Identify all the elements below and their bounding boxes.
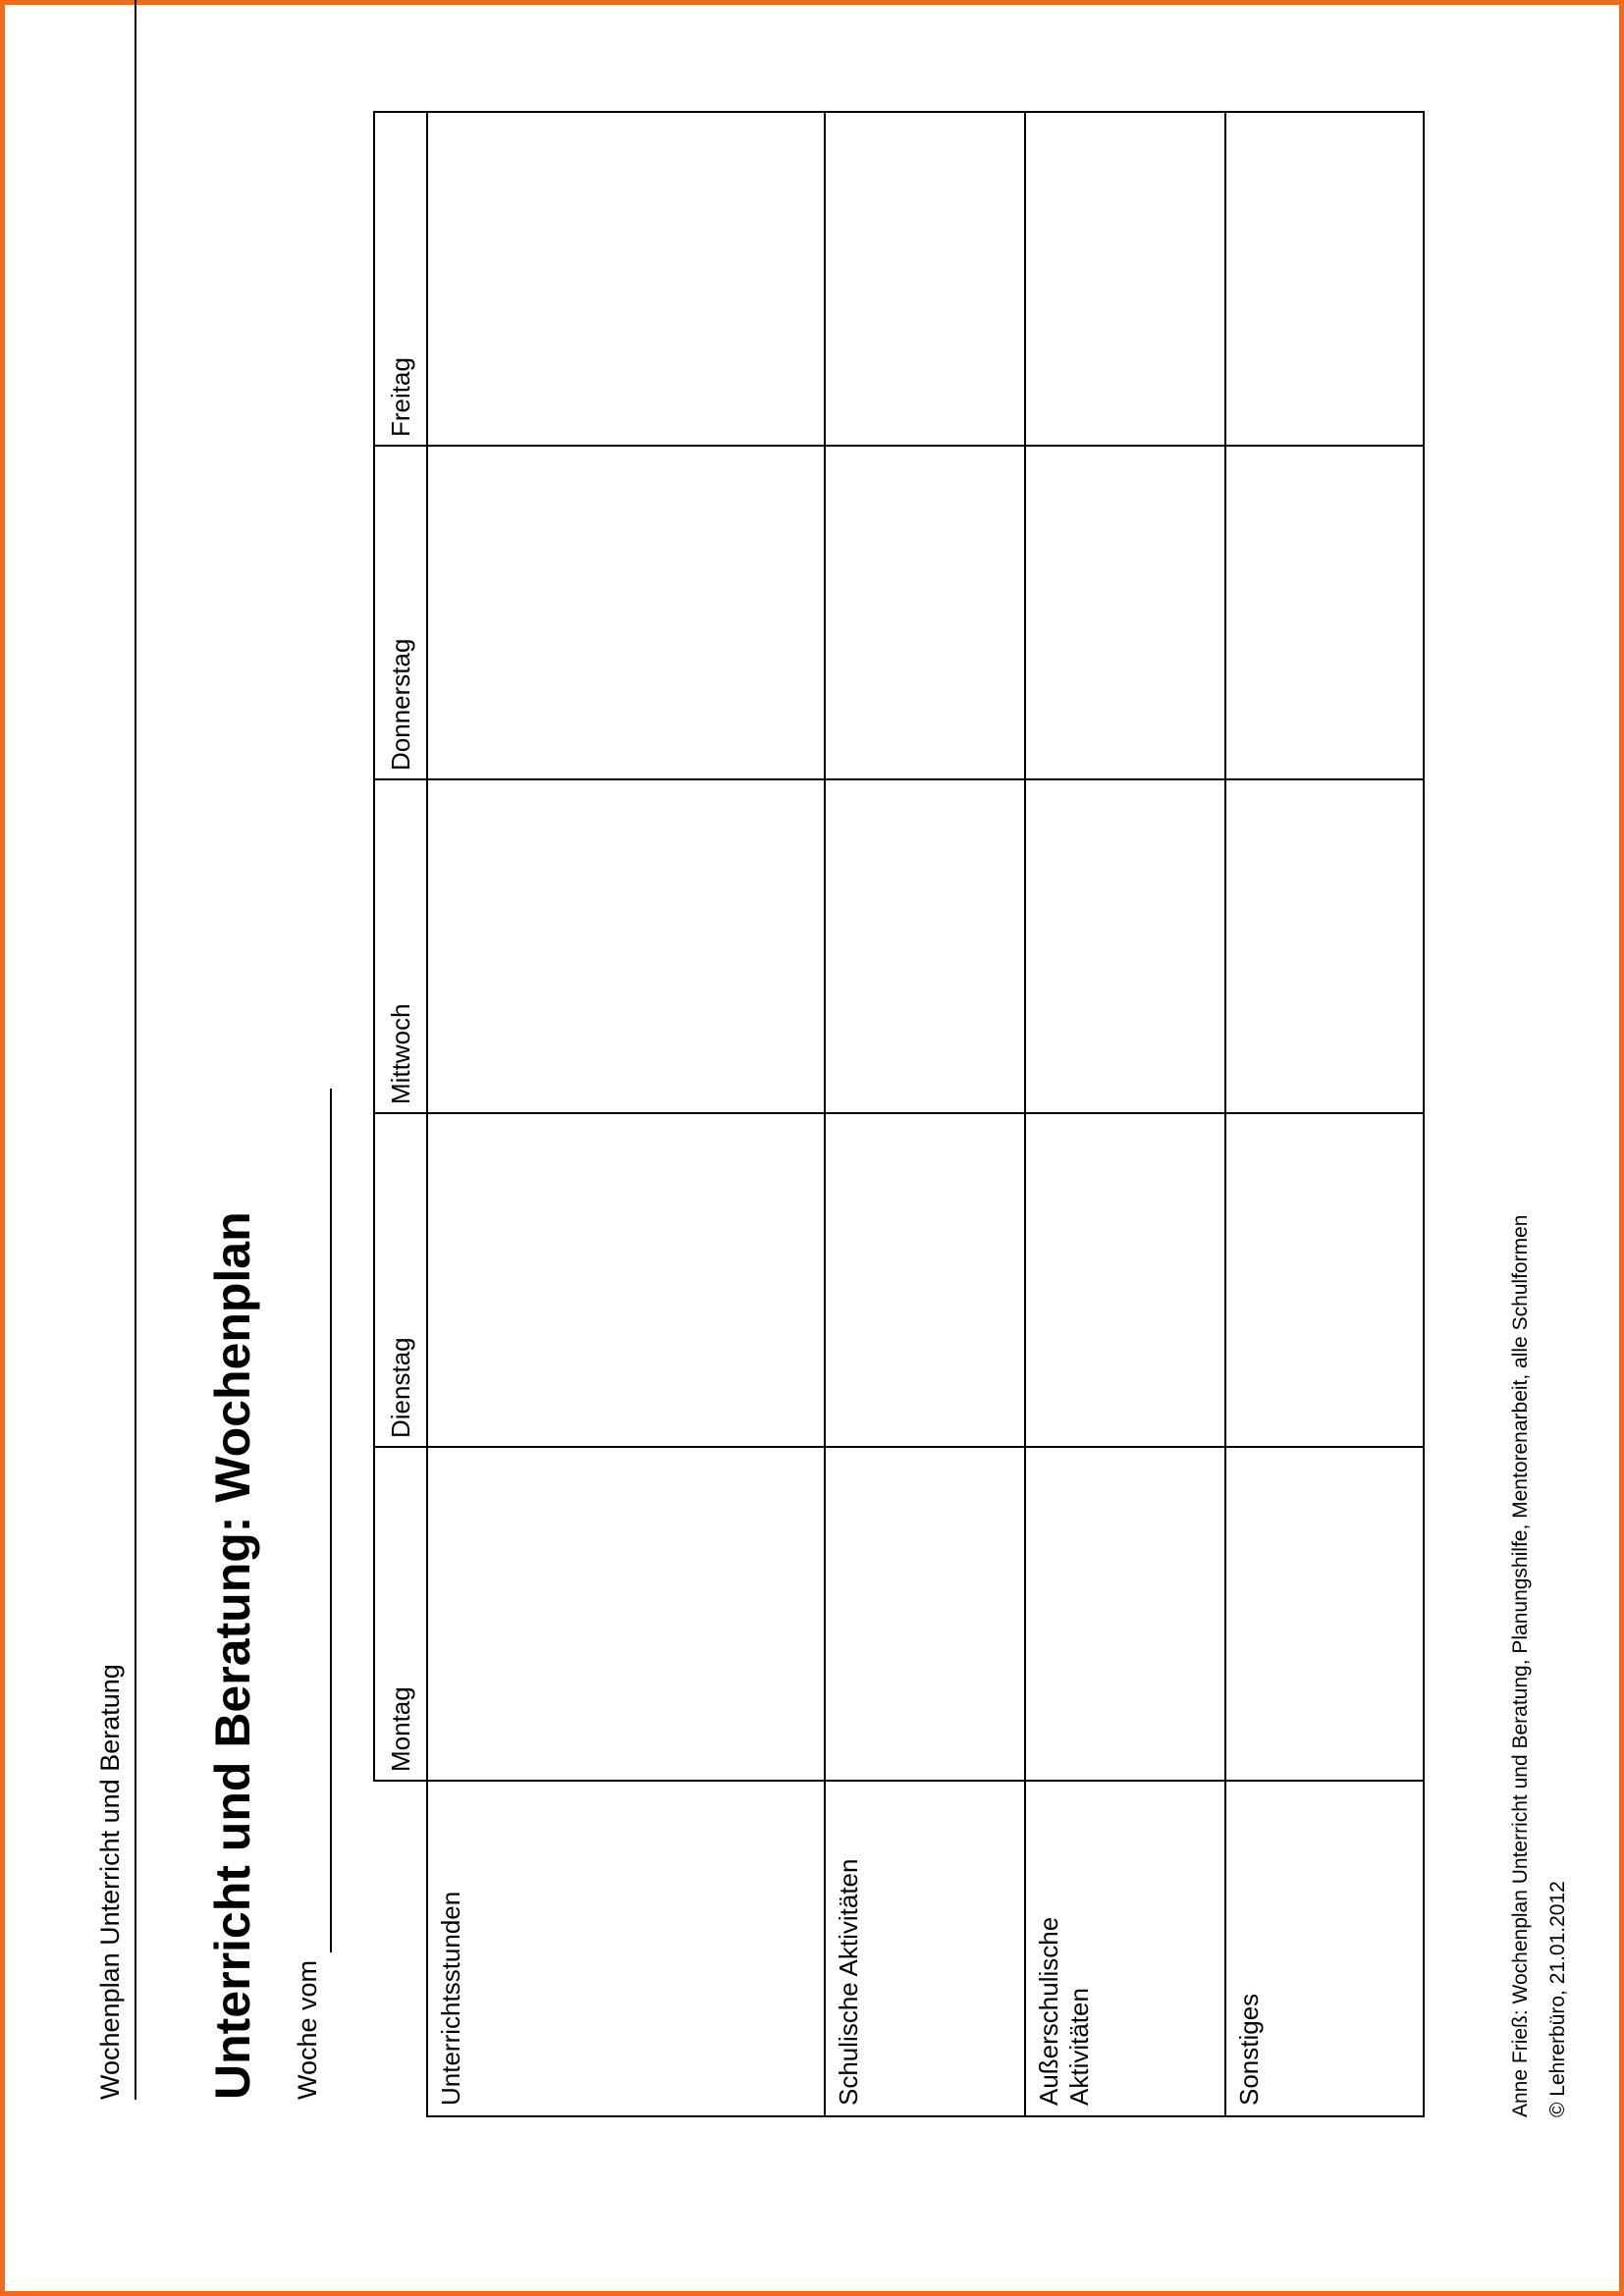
plan-cell[interactable] [1225,446,1424,779]
week-plan-table [373,111,1425,2117]
day-header-montag: Montag [374,1447,427,1781]
footer-copyright: © Lehrerbüro, 21.01.2012 [1546,1881,1569,2117]
row-label-schulische-aktivitaeten: Schulische Aktivitäten [825,1781,1025,2116]
week-label: Woche vom [293,1959,322,2100]
day-header-donnerstag: Donnerstag [374,446,427,779]
plan-cell[interactable] [1225,1113,1424,1447]
plan-cell[interactable] [1025,112,1225,446]
page-title: Unterricht und Beratung: Wochenplan [205,1211,260,2100]
plan-cell[interactable] [1025,1113,1225,1447]
plan-cell[interactable] [825,779,1025,1113]
plan-cell[interactable] [427,446,825,779]
table-row [825,112,1025,2116]
footer-citation: Anne Frieß: Wochenplan Unterricht und Beratung, Planungshilfe, Mentorenarbeit, alle Schulformen [1509,1214,1532,2117]
table-row [1025,112,1225,2116]
footer [1502,1215,1577,2117]
plan-cell[interactable] [427,112,825,446]
table-corner [374,1781,427,2116]
plan-cell[interactable] [1225,779,1424,1113]
row-label-ausserschulische-aktivitaeten: Außerschulische Aktivitäten [1025,1781,1225,2116]
week-date-line[interactable] [330,1089,332,1952]
plan-cell[interactable] [825,112,1025,446]
plan-cell[interactable] [1025,446,1225,779]
day-header-dienstag: Dienstag [374,1113,427,1447]
day-header-mittwoch: Mittwoch [374,779,427,1113]
plan-cell[interactable] [1025,1447,1225,1781]
day-header-freitag: Freitag [374,112,427,446]
plan-cell[interactable] [825,1447,1025,1781]
plan-cell[interactable] [825,446,1025,779]
plan-cell[interactable] [427,779,825,1113]
table-header-row [374,112,427,2116]
table-row [427,112,825,2116]
header-rule [135,0,136,2100]
row-label-unterrichtsstunden: Unterrichtsstunden [427,1781,825,2116]
plan-cell[interactable] [427,1447,825,1781]
row-label-sonstiges: Sonstiges [1225,1781,1424,2116]
plan-cell[interactable] [1225,1447,1424,1781]
table-row [1225,112,1424,2116]
plan-cell[interactable] [427,1113,825,1447]
running-header: Wochenplan Unterricht und Beratung [95,1664,125,2100]
plan-cell[interactable] [1025,779,1225,1113]
plan-cell[interactable] [1225,112,1424,446]
plan-cell[interactable] [825,1113,1025,1447]
